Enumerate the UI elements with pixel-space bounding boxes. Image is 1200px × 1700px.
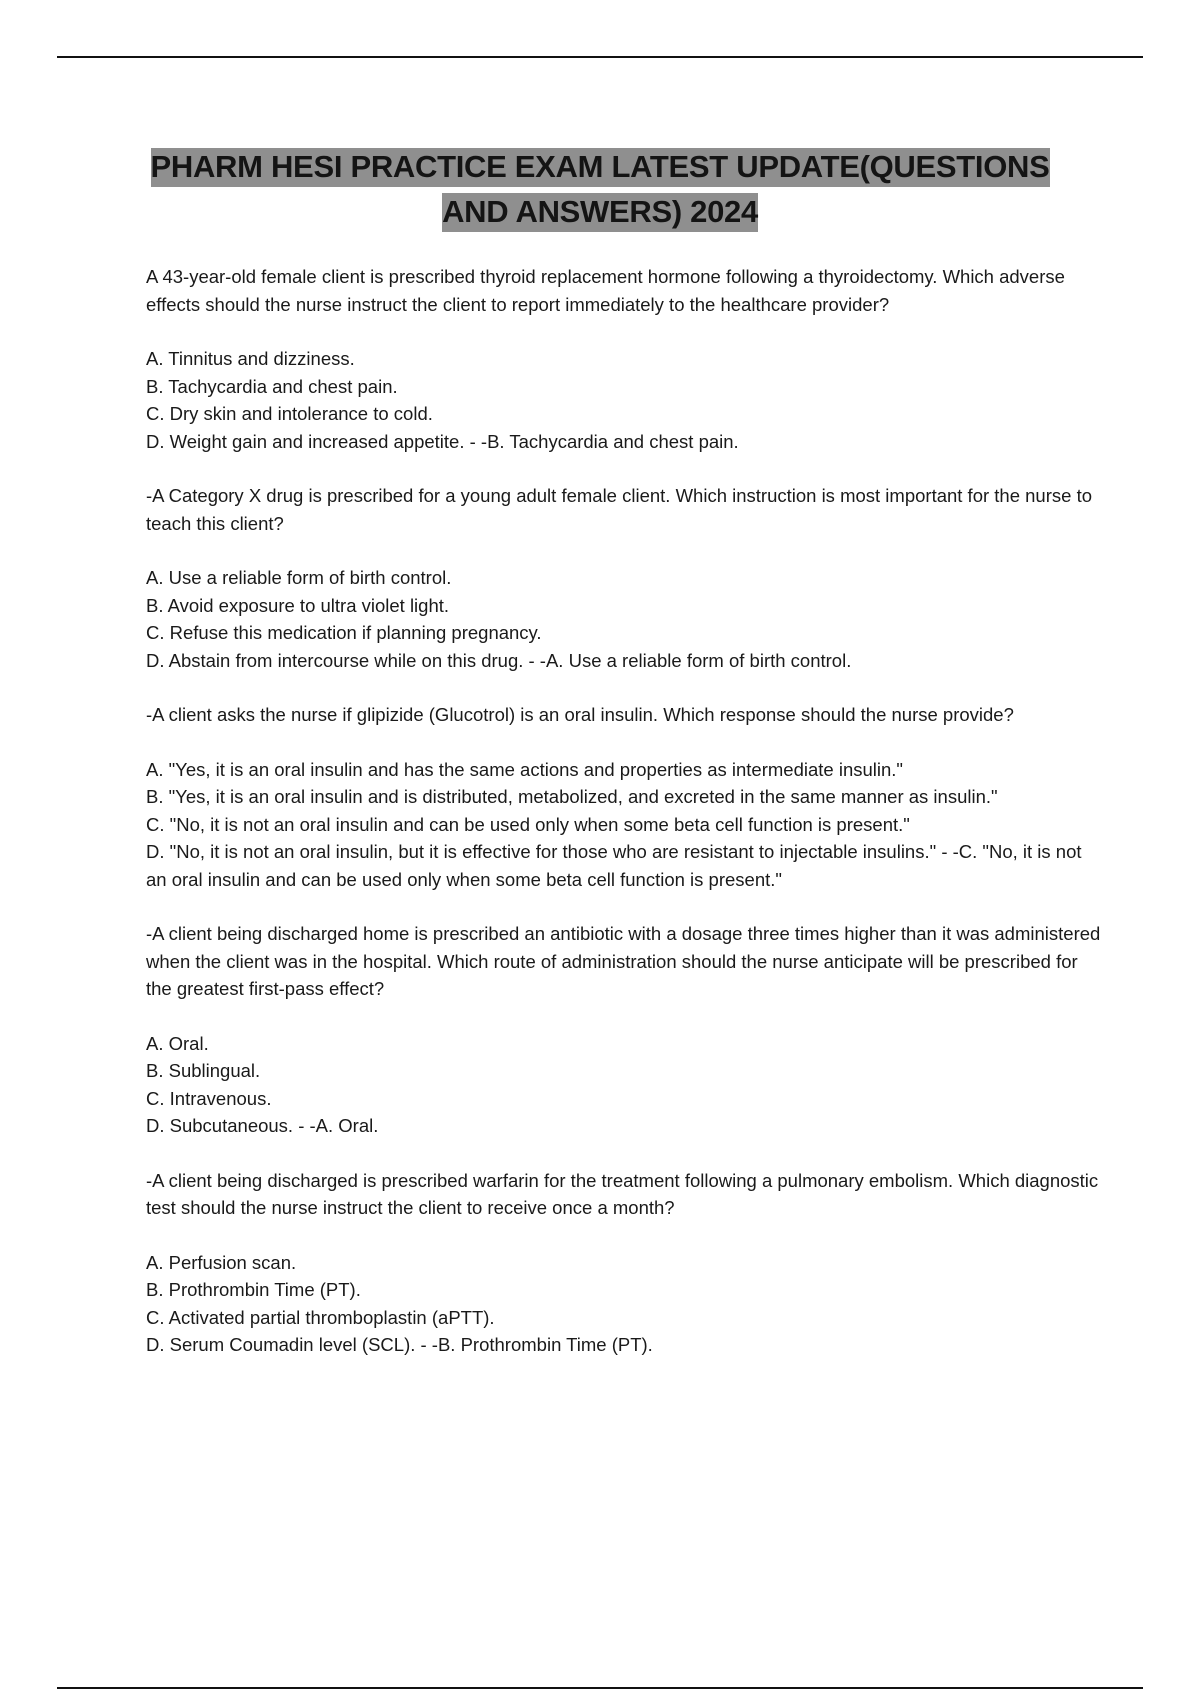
answer-options [146, 1030, 1106, 1140]
question-text: -A client asks the nurse if glipizide (Glucotrol) is an oral insulin. Which response should the nurse provide? [146, 704, 1014, 725]
question-block [146, 482, 1106, 674]
answer-options [146, 345, 1106, 455]
answer-option: C. Dry skin and intolerance to cold. [146, 403, 433, 424]
answer-option: D. "No, it is not an oral insulin, but it is effective for those who are resistant to injectable insulins." - -C. "No, it is not an oral insulin and can be used only when some beta cell function is present." [146, 841, 1082, 890]
question-block [146, 701, 1106, 893]
answer-option: B. Sublingual. [146, 1060, 261, 1081]
question-block [146, 920, 1106, 1140]
answer-option: B. "Yes, it is an oral insulin and is distributed, metabolized, and excreted in the same manner as insulin." [146, 786, 998, 807]
question-block [146, 1167, 1106, 1359]
question-list [146, 263, 1106, 1386]
answer-option: C. Activated partial thromboplastin (aPTT). [146, 1306, 495, 1328]
answer-option: D. Serum Coumadin level (SCL). - -B. Prothrombin Time (PT). [146, 1334, 653, 1355]
answer-options [146, 756, 1106, 894]
answer-options [146, 1249, 1106, 1359]
answer-option: A. "Yes, it is an oral insulin and has the same actions and properties as intermediate insulin." [146, 758, 903, 780]
answer-option: A. Use a reliable form of birth control. [146, 567, 452, 588]
question-text: -A Category X drug is prescribed for a young adult female client. Which instruction is most important for the nurse to teach this client? [146, 485, 1092, 534]
document-title [100, 144, 1100, 234]
answer-option: D. Weight gain and increased appetite. - -B. Tachycardia and chest pain. [146, 430, 739, 452]
answer-option: A. Perfusion scan. [146, 1251, 297, 1273]
answer-option: B. Avoid exposure to ultra violet light. [146, 594, 450, 616]
title-line-2: AND ANSWERS) 2024 [442, 193, 758, 232]
answer-option: D. Abstain from intercourse while on this drug. - -A. Use a reliable form of birth control. [146, 649, 852, 671]
answer-option: C. Intravenous. [146, 1087, 272, 1109]
answer-option: A. Oral. [146, 1032, 209, 1054]
question-text: A 43-year-old female client is prescribed thyroid replacement hormone following a thyroidectomy. Which adverse effects should the nurse instruct the client to report immediately to the healthcare provider? [146, 266, 1065, 315]
answer-option: B. Prothrombin Time (PT). [146, 1279, 361, 1300]
question-text: -A client being discharged home is prescribed an antibiotic with a dosage three times higher than it was administered when the client was in the hospital. Which route of administration should the nurse anticipate will be prescribed for the greatest first-pass effect? [146, 923, 1101, 999]
answer-option: D. Subcutaneous. - -A. Oral. [146, 1115, 379, 1136]
answer-option: C. "No, it is not an oral insulin and can be used only when some beta cell function is present." [146, 813, 910, 835]
answer-option: A. Tinnitus and dizziness. [146, 348, 355, 369]
question-block [146, 263, 1106, 455]
answer-options [146, 564, 1106, 674]
header-rule [57, 56, 1143, 58]
answer-option: B. Tachycardia and chest pain. [146, 375, 398, 397]
title-line-1: PHARM HESI PRACTICE EXAM LATEST UPDATE(QUESTIONS [151, 148, 1050, 187]
answer-option: C. Refuse this medication if planning pregnancy. [146, 622, 542, 643]
question-text: -A client being discharged is prescribed warfarin for the treatment following a pulmonary embolism. Which diagnostic test should the nurse instruct the client to receive once a month? [146, 1169, 1099, 1218]
footer-rule [57, 1687, 1143, 1689]
